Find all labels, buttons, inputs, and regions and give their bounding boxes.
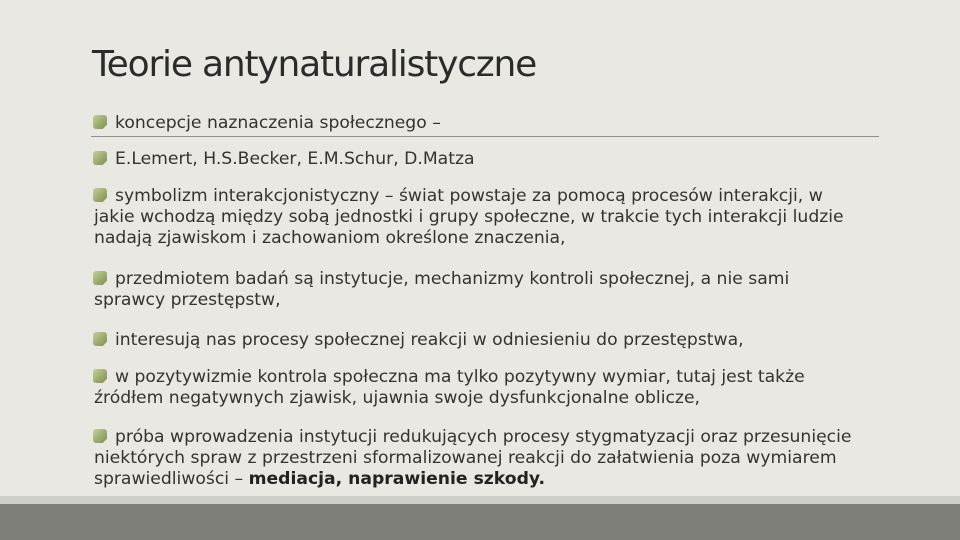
bullet-item [93,330,953,351]
bullet-item [93,149,953,170]
bullet-text: próba wprowadzenia instytucji redukujących procesy stygmatyzacji oraz przesunięcie [115,427,852,447]
checkbox-bullet-icon [93,369,107,383]
footer-strip [0,496,960,504]
title-divider [91,136,879,137]
checkbox-bullet-icon [93,151,107,165]
bullet-text: symbolizm interakcjonistyczny – świat powstaje za pomocą procesów interakcji, w [115,186,823,206]
bullet-text: sprawiedliwości – [94,469,249,489]
checkbox-bullet-icon [93,188,107,202]
bullet-text: koncepcje naznaczenia społecznego – [115,113,441,133]
slide-title: Teorie antynaturalistyczne [92,44,537,85]
bullet-line [93,149,953,170]
bullet-line [93,469,953,490]
bullet-text: przedmiotem badań są instytucje, mechanizmy kontroli społecznej, a nie sami [115,269,790,289]
bullet-line [93,367,953,388]
bullet-bold-text: mediacja, naprawienie szkody. [248,469,546,489]
bullet-item [93,427,953,490]
bullet-line [93,269,953,290]
bullet-line [93,427,953,448]
bullet-text: E.Lemert, H.S.Becker, E.M.Schur, D.Matza [115,149,475,169]
bullet-item [93,367,953,409]
bullet-item [93,186,953,249]
bullet-line: sprawcy przestępstw, [94,290,281,310]
footer-bar [0,504,960,540]
bullet-item [93,269,953,311]
bullet-text: interesują nas procesy społecznej reakcji w odniesieniu do przestępstwa, [115,330,744,350]
bullet-line [93,113,953,134]
checkbox-bullet-icon [93,115,107,129]
checkbox-bullet-icon [93,271,107,285]
bullet-item [93,113,953,134]
bullet-line [93,330,953,351]
bullet-line: źródłem negatywnych zjawisk, ujawnia swoje dysfunkcjonalne oblicze, [94,388,700,408]
bullet-line: nadają zjawiskom i zachowaniom określone znaczenia, [94,228,566,248]
bullet-line [93,186,953,207]
bullet-line: jakie wchodzą między sobą jednostki i grupy społeczne, w trakcie tych interakcji ludzie [94,207,844,227]
checkbox-bullet-icon [93,429,107,443]
bullet-line: niektórych spraw z przestrzeni sformalizowanej reakcji do załatwienia poza wymiarem [94,448,837,468]
bullet-text: w pozytywizmie kontrola społeczna ma tylko pozytywny wymiar, tutaj jest także [115,367,805,387]
checkbox-bullet-icon [93,332,107,346]
